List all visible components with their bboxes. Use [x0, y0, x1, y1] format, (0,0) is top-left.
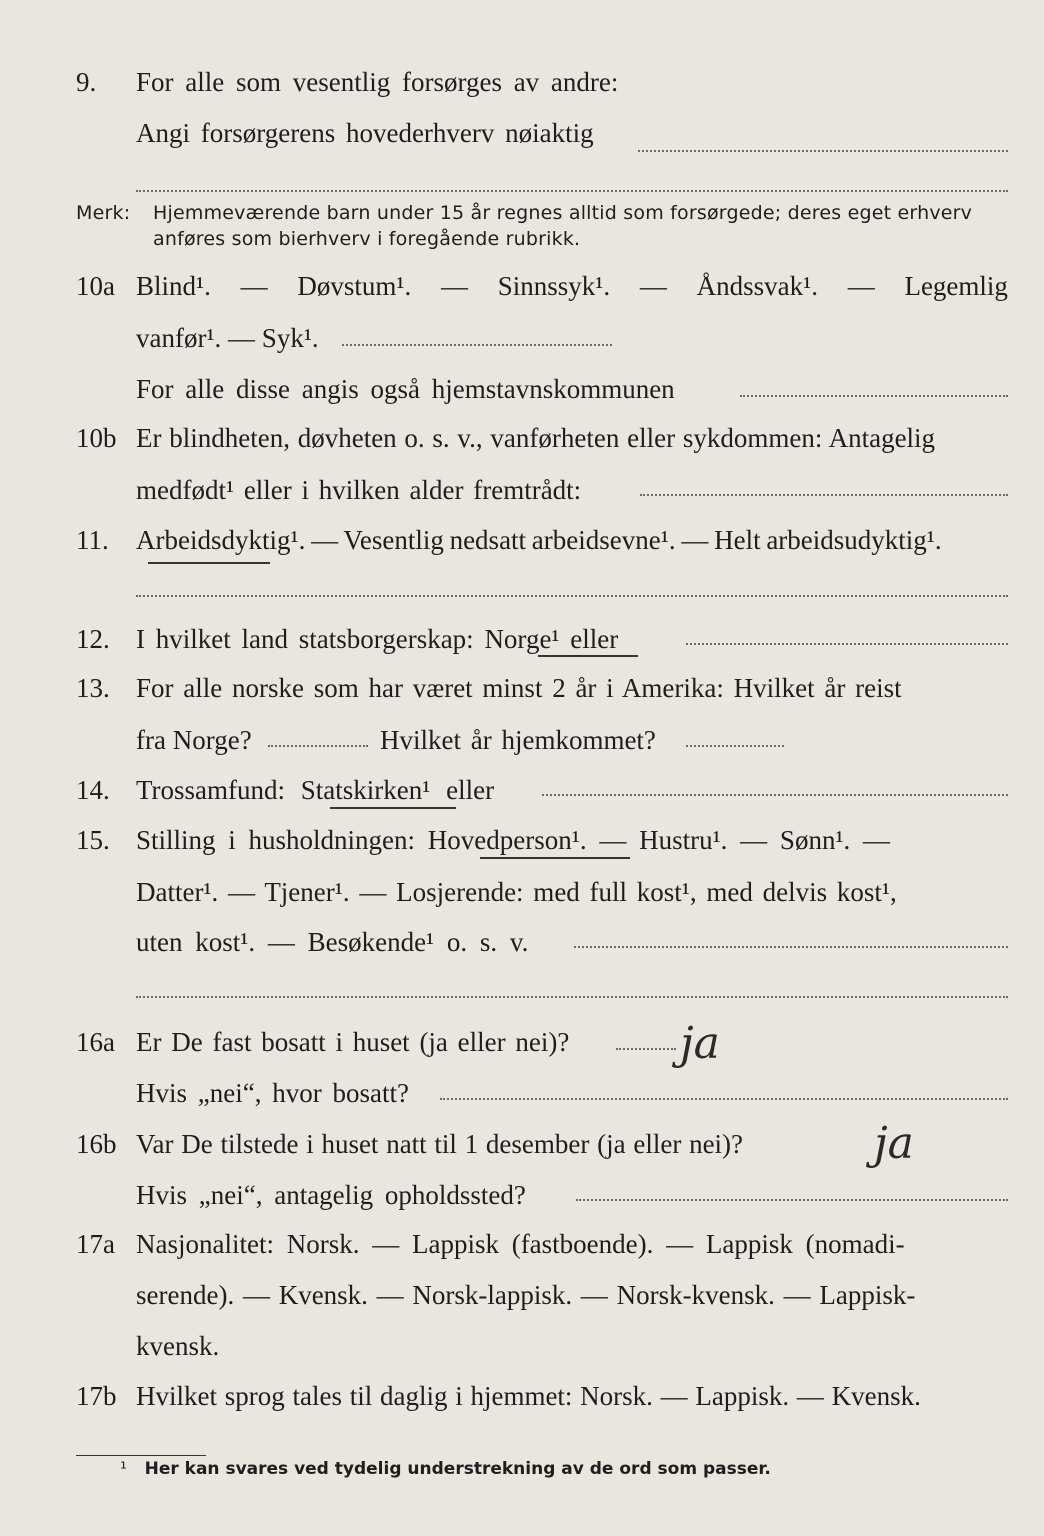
merk-text-2: anføres som bierhverv i foregående rubrikk. [153, 228, 581, 250]
q15-text-3: uten kost¹. — Besøkende¹ o. s. v. [136, 927, 529, 957]
q15-row-3 [0, 922, 1044, 962]
q16a-text-2: Hvis „nei“, hvor bosatt? [136, 1078, 409, 1108]
q10a-opt-blind[interactable]: Blind¹. [136, 271, 211, 301]
q12-answer-line[interactable] [686, 643, 1008, 645]
q17a-text-2: serende). — Kvensk. — Norsk-lappisk. — Norsk-kvensk. — Lappisk- [136, 1280, 916, 1310]
q14-answer-line[interactable] [542, 794, 1008, 796]
footnote [120, 1459, 771, 1479]
q10b-answer-line[interactable] [640, 494, 1008, 496]
q15-row [0, 820, 1044, 860]
merk-text-1: Hjemmeværende barn under 15 år regnes alltid som forsørgede; deres eget erhverv [153, 202, 973, 224]
q12-text-1: I hvilket land statsborgerskap: Norge¹ eller [136, 624, 619, 654]
q17a-row-2 [0, 1275, 1044, 1315]
footnote-text: Her kan svares ved tydelig understrekning av de ord som passer. [144, 1459, 771, 1479]
q9-text-2: Angi forsørgerens hovederhverv nøiaktig [136, 118, 594, 148]
q14-row [0, 770, 1044, 810]
footnote-rule [76, 1455, 206, 1456]
q11-row [0, 520, 1044, 560]
q16a-handwritten-answer[interactable]: ja [680, 1018, 720, 1069]
q13-text-2b: Hvilket år hjemkommet? [380, 725, 656, 755]
q10a-opt-sinnssyk[interactable]: Sinnssyk¹. [497, 271, 611, 301]
q16b-text-2: Hvis „nei“, antagelig opholdssted? [136, 1180, 526, 1210]
q17a-number: 17a [76, 1229, 115, 1259]
q9-number: 9. [76, 67, 97, 97]
q10a-dash-3: — [639, 271, 667, 301]
q10a-dash-2: — [440, 271, 468, 301]
q11-text-1: Arbeidsdyktig¹. — Vesentlig nedsatt arbeidsevne¹. — Helt arbeidsudyktig¹. [136, 525, 942, 555]
q16b-text-1: Var De tilstede i huset natt til 1 desember (ja eller nei)? [136, 1129, 744, 1159]
q9-row [0, 62, 1044, 102]
q14-number: 14. [76, 775, 110, 805]
q16a-bosatt-line[interactable] [440, 1098, 1008, 1100]
q17a-row-3 [0, 1326, 1044, 1366]
q14-text-1: Trossamfund: Statskirken¹ eller [136, 775, 495, 805]
q13-reist-line[interactable] [268, 745, 368, 747]
q10a-number: 10a [76, 271, 115, 301]
q15-number: 15. [76, 825, 110, 855]
q10a-text-3: For alle disse angis også hjemstavnskommunen [136, 374, 675, 404]
merk-label: Merk: [76, 202, 131, 224]
q16a-row [0, 1022, 1044, 1062]
q10a-dash-1: — [240, 271, 268, 301]
q10a-hjemstavn-line[interactable] [740, 395, 1008, 397]
q14-handwritten-underline [330, 807, 456, 809]
q13-text-2a: fra Norge? [136, 725, 252, 755]
q10b-row [0, 418, 1044, 458]
q10a-dash-4: — [847, 271, 875, 301]
q17a-text-3: kvensk. [136, 1331, 220, 1361]
q15-text-2: Datter¹. — Tjener¹. — Losjerende: med full kost¹, med delvis kost¹, [136, 877, 897, 907]
q17a-text-1: Nasjonalitet: Norsk. — Lappisk (fastboende). — Lappisk (nomadi- [136, 1229, 905, 1259]
q9-answer-line-2[interactable] [136, 190, 1008, 192]
q10a-opt-legemlig[interactable]: Legemlig [904, 271, 1008, 301]
q15-text-1: Stilling i husholdningen: Hovedperson¹. — Hustru¹. — Sønn¹. — [136, 825, 891, 855]
q13-number: 13. [76, 673, 110, 703]
q13-text-1: For alle norske som har været minst 2 år i Amerika: Hvilket år reist [136, 673, 902, 703]
q9-row-2 [0, 113, 1044, 153]
q9-answer-line[interactable] [638, 150, 1008, 152]
q10b-text-1: Er blindheten, døvheten o. s. v., vanførheten eller sykdommen: Antagelig [136, 423, 936, 453]
q16b-handwritten-answer[interactable]: ja [874, 1118, 914, 1169]
q16a-number: 16a [76, 1027, 115, 1057]
q16b-number: 16b [76, 1129, 117, 1159]
q16b-opholdssted-line[interactable] [576, 1199, 1008, 1201]
q15-handwritten-underline [480, 857, 630, 859]
q15-row-2 [0, 872, 1044, 912]
q10a-row-3 [0, 369, 1044, 409]
q10a-text-2: vanfør¹. — Syk¹. [136, 323, 319, 353]
q16a-answer-line[interactable] [616, 1048, 676, 1050]
q10a-options [136, 266, 1008, 306]
q15-answer-line[interactable] [574, 946, 1008, 948]
q13-row [0, 668, 1044, 708]
q12-row [0, 619, 1044, 659]
q10a-row [0, 266, 1044, 306]
q11-number: 11. [76, 525, 109, 555]
q13-row-2 [0, 720, 1044, 760]
q10b-text-2: medfødt¹ eller i hvilken alder fremtrådt: [136, 475, 582, 505]
q16a-text-1: Er De fast bosatt i huset (ja eller nei)? [136, 1027, 570, 1057]
q12-handwritten-underline [538, 655, 638, 657]
q11-handwritten-underline [148, 562, 270, 564]
q10a-row-2 [0, 318, 1044, 358]
q17b-number: 17b [76, 1381, 117, 1411]
footnote-mark: ¹ [120, 1459, 127, 1479]
q11-answer-line[interactable] [136, 595, 1008, 597]
q13-hjemkommet-line[interactable] [686, 745, 784, 747]
q10a-opt-dovstum[interactable]: Døvstum¹. [297, 271, 412, 301]
q17a-row [0, 1224, 1044, 1264]
q9-text-1: For alle som vesentlig forsørges av andre: [136, 67, 619, 97]
q12-number: 12. [76, 624, 110, 654]
q10a-answer-line[interactable] [342, 344, 612, 346]
q10b-row-2 [0, 470, 1044, 510]
q16b-row-2 [0, 1175, 1044, 1215]
q10a-opt-andssvak[interactable]: Åndssvak¹. [696, 271, 818, 301]
q17b-text-1: Hvilket sprog tales til daglig i hjemmet: Norsk. — Lappisk. — Kvensk. [136, 1381, 921, 1411]
q17b-row [0, 1376, 1044, 1416]
q15-answer-line-2[interactable] [136, 996, 1008, 998]
q16a-row-2 [0, 1073, 1044, 1113]
q10b-number: 10b [76, 423, 117, 453]
